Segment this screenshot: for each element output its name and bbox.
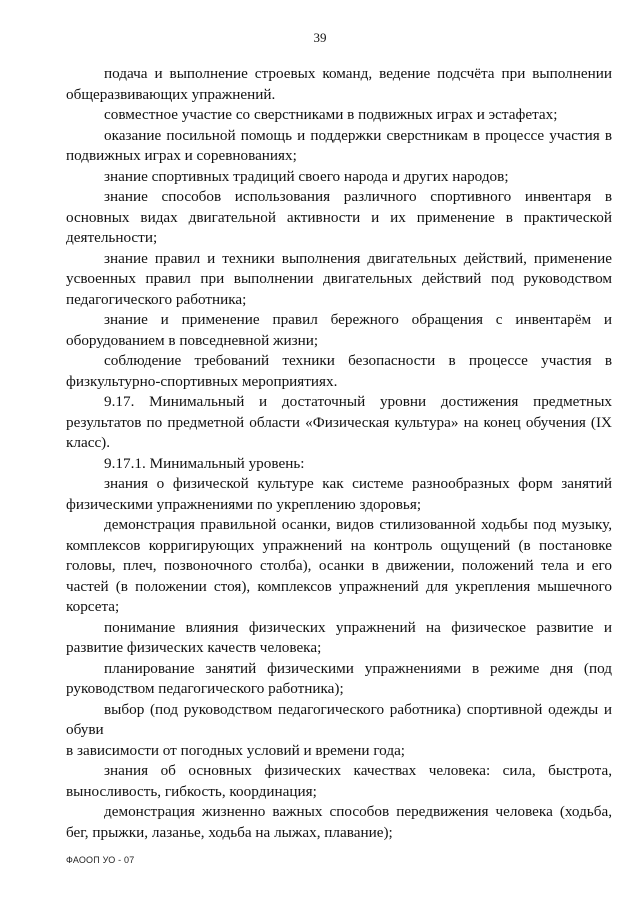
paragraph: соблюдение требований техники безопасности в процессе участия в физкультурно-спортивных мероприятиях. <box>66 352 612 390</box>
paragraph: в зависимости от погодных условий и времени года; <box>66 741 406 759</box>
paragraph: понимание влияния физических упражнений на физическое развитие и развитие физических качеств человека; <box>66 618 612 656</box>
paragraph: планирование занятий физическими упражнениями в режиме дня (под руководством педагогического работника); <box>66 659 612 697</box>
paragraph: демонстрация жизненно важных способов передвижения человека (ходьба, бег, прыжки, лазанье, ходьба на лыжах, плавание); <box>66 803 612 841</box>
paragraph: подача и выполнение строевых команд, ведение подсчёта при выполнении общеразвивающих упражнений. <box>66 65 612 103</box>
paragraph: знание способов использования различного спортивного инвентаря в основных видах двигательной активности и их применение в практической деятельности; <box>66 188 612 246</box>
paragraph: демонстрация правильной осанки, видов стилизованной ходьбы под музыку, комплексов корригирующих упражнений на контроль ощущений (в постановке головы, плеч, позвоночного столба), осанки в движении, положений тела и его частей (в положении стоя), комплексов упражнений для укрепления мышечного корсета; <box>66 516 612 615</box>
paragraph: знания о физической культуре как системе разнообразных форм занятий физическими упражнениями по укреплению здоровья; <box>66 475 612 513</box>
paragraph: оказание посильной помощь и поддержки сверстникам в процессе участия в подвижных играх и соревнованиях; <box>66 126 612 164</box>
page-number: 39 <box>313 30 327 45</box>
paragraph: знание правил и техники выполнения двигательных действий, применение усвоенных правил при выполнении двигательных действий под руководством педагогического работника; <box>66 249 612 308</box>
document-footer-code: ФАООП УО - 07 <box>66 855 135 865</box>
paragraph: знания об основных физических качествах человека: сила, быстрота, выносливость, гибкость, координация; <box>66 762 612 800</box>
paragraph: знание спортивных традиций своего народа и других народов; <box>104 167 509 185</box>
document-body <box>66 64 612 843</box>
paragraph: знание и применение правил бережного обращения с инвентарём и оборудованием в повседневной жизни; <box>66 311 612 349</box>
paragraph: совместное участие со сверстниками в подвижных играх и эстафетах; <box>104 106 558 123</box>
paragraph: выбор (под руководством педагогического работника) спортивной одежды и обуви <box>66 700 612 738</box>
subsection-heading-9-17-1: 9.17.1. Минимальный уровень: <box>104 454 305 472</box>
section-heading-9-17: 9.17. Минимальный и достаточный уровни достижения предметных результатов по предметной области «Физическая культура» на конец обучения (IX класс). <box>66 393 612 451</box>
